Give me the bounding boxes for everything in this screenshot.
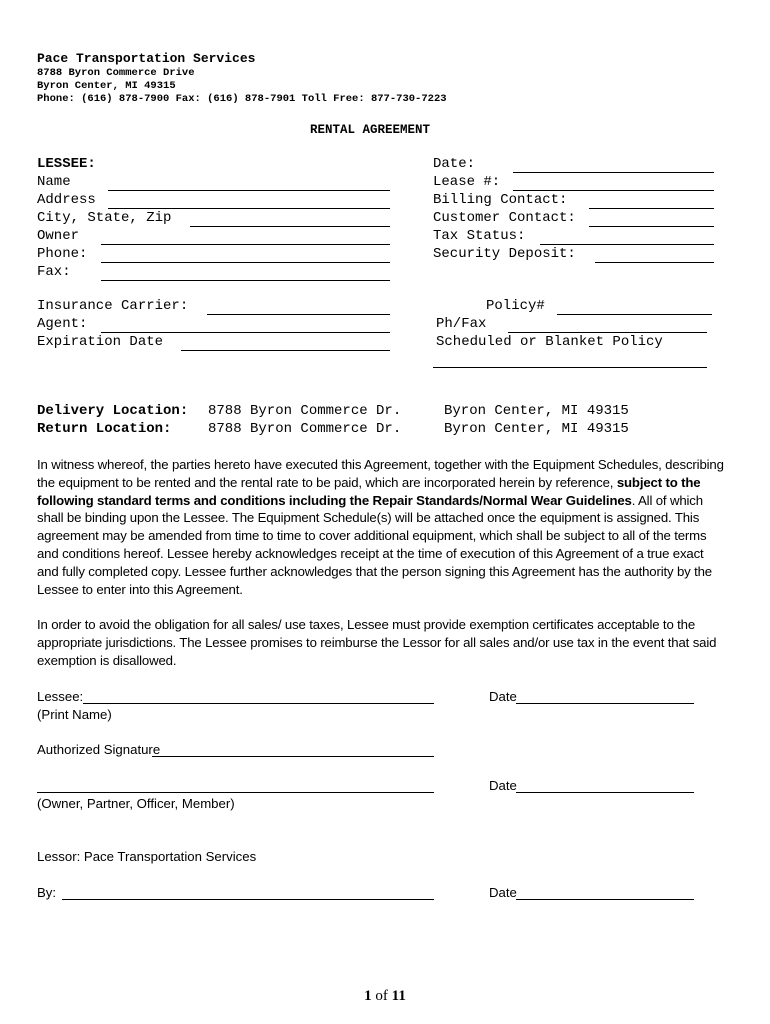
tax-status-field[interactable]	[540, 244, 714, 245]
customer-contact-field[interactable]	[589, 226, 714, 227]
lessee-city-field[interactable]	[190, 226, 390, 227]
page-current: 1	[364, 988, 372, 1004]
lessee-heading: LESSEE:	[37, 156, 96, 172]
lease-number-label: Lease #:	[433, 174, 501, 190]
security-deposit-field[interactable]	[595, 262, 714, 263]
lessor-label: Lessor: Pace Transportation Services	[37, 849, 257, 864]
lease-number-field[interactable]	[513, 190, 714, 191]
return-location-label: Return Location:	[37, 421, 172, 437]
lessor-date-field[interactable]	[516, 899, 694, 900]
security-deposit-label: Security Deposit:	[433, 246, 576, 262]
billing-contact-label: Billing Contact:	[433, 192, 568, 208]
lessee-city-label: City, State, Zip	[37, 210, 172, 226]
owner-signature-field[interactable]	[37, 792, 434, 793]
lessee-owner-label: Owner	[37, 228, 80, 244]
return-location-city: Byron Center, MI 49315	[444, 421, 629, 437]
tax-status-label: Tax Status:	[433, 228, 526, 244]
authorized-signature-label: Authorized Signature	[37, 742, 161, 757]
lessee-date-label: Date	[489, 689, 517, 704]
ph-fax-field[interactable]	[508, 332, 707, 333]
lessee-address-label: Address	[37, 192, 96, 208]
policy-number-field[interactable]	[557, 314, 712, 315]
policy-number-label: Policy#	[486, 298, 545, 314]
lessee-phone-field[interactable]	[101, 262, 390, 263]
scheduled-blanket-field[interactable]	[433, 367, 707, 368]
owner-date-field[interactable]	[516, 792, 694, 793]
lessor-signature-field[interactable]	[62, 899, 434, 900]
delivery-location-street: 8788 Byron Commerce Dr.	[208, 403, 402, 419]
lessee-date-field[interactable]	[516, 703, 694, 704]
document-title: RENTAL AGREEMENT	[309, 123, 431, 137]
delivery-location-city: Byron Center, MI 49315	[444, 403, 629, 419]
scheduled-blanket-label: Scheduled or Blanket Policy	[436, 334, 663, 350]
expiration-date-field[interactable]	[181, 350, 390, 351]
witness-text-bold: subject to the following standard terms and conditions including the Repair Standards/Normal Wear Guidelines	[37, 474, 701, 508]
company-name: Pace Transportation Services	[37, 51, 256, 66]
lessor-date-label: Date	[489, 885, 517, 900]
company-address-line1: 8788 Byron Commerce Drive	[37, 67, 195, 79]
company-address-line2: Byron Center, MI 49315	[37, 80, 176, 92]
by-label: By:	[37, 885, 57, 900]
expiration-date-label: Expiration Date	[37, 334, 164, 350]
lessee-name-label: Name	[37, 174, 71, 190]
lessee-print-name-field[interactable]	[83, 703, 434, 704]
billing-contact-field[interactable]	[589, 208, 714, 209]
page-of: of	[375, 988, 388, 1004]
lessee-address-field[interactable]	[108, 208, 390, 209]
lessee-fax-label: Fax:	[37, 264, 71, 280]
ph-fax-label: Ph/Fax	[436, 316, 487, 332]
company-contact-line: Phone: (616) 878-7900 Fax: (616) 878-7901 Toll Free: 877-730-7223	[37, 93, 447, 105]
page-number	[0, 988, 770, 1005]
owner-role-caption: (Owner, Partner, Officer, Member)	[37, 796, 235, 811]
lessee-phone-label: Phone:	[37, 246, 88, 262]
agent-label: Agent:	[37, 316, 88, 332]
date-label: Date:	[433, 156, 476, 172]
lessee-owner-field[interactable]	[101, 244, 390, 245]
delivery-location-label: Delivery Location:	[37, 403, 189, 419]
insurance-carrier-label: Insurance Carrier:	[37, 298, 189, 314]
return-location-street: 8788 Byron Commerce Dr.	[208, 421, 402, 437]
page-total: 11	[391, 988, 406, 1004]
witness-text-2: . All of which shall be binding upon the Lessee. The Equipment Schedule(s) will be attached once the equipment is assigned. This agreement may be amended from time to time to cover additional equipment, which shall be subject to all of the terms and conditions hereof. Lessee hereby acknowledges receipt at the time of execution of this Agreement of a true exact and fully completed copy. Lessee further acknowledges that the person signing this Agreement has the authority by the Lessee to enter into this Agreement.	[37, 492, 712, 597]
lessee-fax-field[interactable]	[101, 280, 390, 281]
lessee-signature-label: Lessee:	[37, 689, 84, 704]
witness-text-1: In witness whereof, the parties hereto have executed this Agreement, together with the Equipment Schedules, describing the equipment to be rented and the rental rate to be paid, which are incorporated herein by reference,	[37, 457, 724, 490]
lessee-name-field[interactable]	[108, 190, 390, 191]
authorized-signature-field[interactable]	[152, 756, 434, 757]
owner-date-label: Date	[489, 778, 517, 793]
date-field[interactable]	[513, 172, 714, 173]
witness-paragraph	[37, 456, 727, 598]
agent-field[interactable]	[101, 332, 390, 333]
print-name-caption: (Print Name)	[37, 707, 112, 722]
tax-exemption-paragraph: In order to avoid the obligation for all sales/ use taxes, Lessee must provide exemption certificates acceptable to the appropriate jurisdictions. The Lessee promises to reimburse the Lessor for all sales and/or use tax in the event that said exemption is disallowed.	[37, 617, 717, 668]
insurance-carrier-field[interactable]	[207, 314, 390, 315]
customer-contact-label: Customer Contact:	[433, 210, 576, 226]
